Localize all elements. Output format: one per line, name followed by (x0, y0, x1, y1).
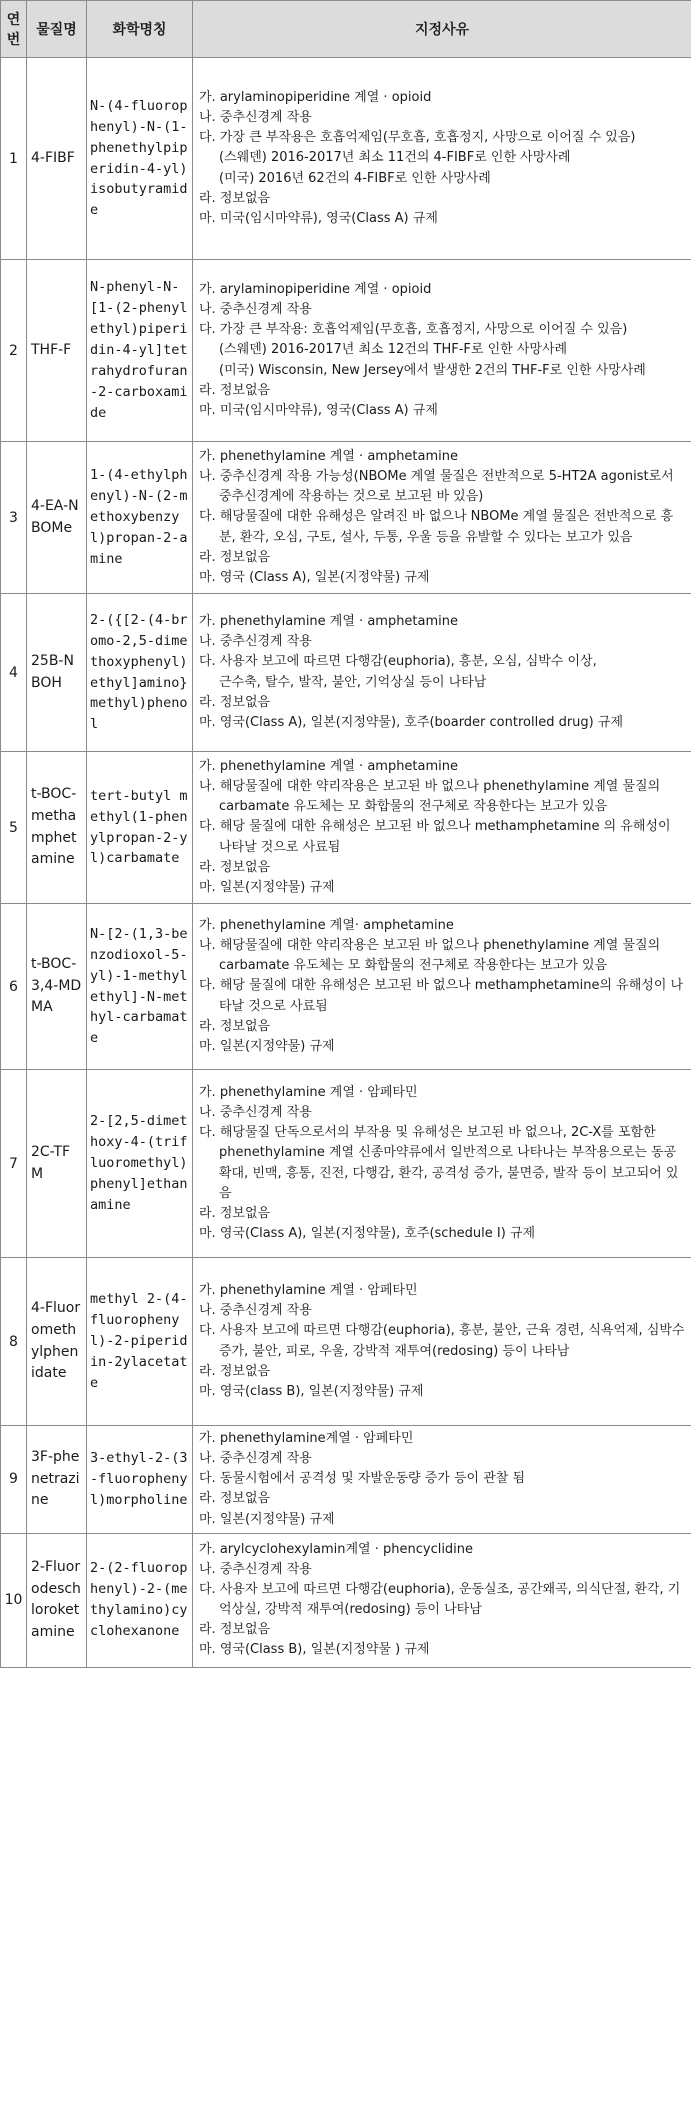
header-name: 물질명 (27, 1, 87, 58)
table-row (1, 1426, 691, 1534)
reason-line: 다. 사용자 보고에 따르면 다행감(euphoria), 흥분, 불안, 근육 경련, 식욕억제, 심박수 증가, 불안, 피로, 우울, 강박적 재투여(redosing) 등이 나타남 (199, 1323, 685, 1359)
reason-line: 나. 중추신경계 작용 (199, 634, 312, 650)
reason-line: 마. 영국(class B), 일본(지정약물) 규제 (199, 1383, 424, 1399)
designation-reason (193, 1258, 691, 1426)
reason-line: 마. 영국(Class A), 일본(지정약물), 호주(boarder controlled drug) 규제 (199, 714, 623, 730)
chemical-name: 2-(2-fluorophenyl)-2-(methylamino)cyclohexanone (87, 1533, 193, 1667)
reason-line: 마. 영국(Class B), 일본(지정약물 ) 규제 (199, 1642, 430, 1658)
chemical-name: N-(4-fluorophenyl)-N-(1-phenethylpiperidin-4-yl)isobutyramide (87, 58, 193, 260)
row-number: 8 (1, 1258, 27, 1426)
reason-line: 라. 정보없음 (199, 1491, 271, 1507)
reason-line: 다. 사용자 보고에 따르면 다행감(euphoria), 운동실조, 공간왜곡, 의식단절, 환각, 기억상실, 강박적 재투여(redosing) 등이 나타남 (199, 1582, 681, 1618)
reason-line: 마. 영국 (Class A), 일본(지정약물) 규제 (199, 569, 430, 585)
reason-line: 라. 정보없음 (199, 1363, 271, 1379)
row-number: 6 (1, 904, 27, 1070)
chemical-name: 3-ethyl-2-(3-fluorophenyl)morpholine (87, 1426, 193, 1534)
reason-line: 나. 해당물질에 대한 약리작용은 보고된 바 없으나 phenethylamine 계열 물질의 carbamate 유도체는 모 화합물의 전구체로 작용한다는 보고가 있음 (199, 938, 661, 974)
table-row (1, 1070, 691, 1258)
reason-line: 나. 중추신경계 작용 가능성(NBOMe 계열 물질은 전반적으로 5-HT2A agonist로서 중추신경계에 작용하는 것으로 보고된 바 있음) (199, 469, 674, 505)
chemical-name: 2-[2,5-dimethoxy-4-(trifluoromethyl)phenyl]ethanamine (87, 1070, 193, 1258)
reason-line: 가. phenethylamine 계열 · amphetamine (199, 614, 459, 630)
reason-line: 나. 중추신경계 작용 (199, 1451, 312, 1467)
reason-line: 가. phenethylamine 계열 · amphetamine (199, 449, 459, 464)
reason-line: 라. 정보없음 (199, 382, 271, 398)
substance-name: t-BOC-3,4-MDMA (27, 904, 87, 1070)
chemical-name: N-[2-(1,3-benzodioxol-5-yl)-1-methylethyl]-N-methyl-carbamate (87, 904, 193, 1070)
substance-name: THF-F (27, 260, 87, 442)
row-number: 9 (1, 1426, 27, 1534)
reason-line: 나. 중추신경계 작용 (199, 1105, 312, 1121)
reason-line: 가. phenethylamine계열 · 암페타민 (199, 1431, 414, 1446)
reason-line: 마. 미국(임시마약류), 영국(Class A) 규제 (199, 402, 438, 418)
row-number: 4 (1, 594, 27, 752)
header-no: 연번 (1, 1, 27, 58)
reason-line: 가. arylcyclohexylamin계열 · phencyclidine (199, 1541, 474, 1557)
reason-line: 다. 해당물질 단독으로서의 부작용 및 유해성은 보고된 바 없으나, 2C-X를 포함한 phenethylamine 계열 신종마약류에서 일반적으로 나타나는 부작용으로는 동공확대, 빈맥, 흥통, 진전, 다행감, 환각, 공격성 증가, 불면증, 발작 등이 보고되어 있음 (199, 1125, 679, 1201)
reason-line: (미국) Wisconsin, New Jersey에서 발생한 2건의 THF-F로 인한 사망사례 (219, 362, 646, 378)
designation-reason (193, 58, 691, 260)
reason-line: (미국) 2016년 62건의 4-FIBF로 인한 사망사례 (219, 170, 491, 186)
reason-line: 가. arylaminopiperidine 계열 · opioid (199, 282, 432, 297)
reason-line: 가. phenethylamine 계열· amphetamine (199, 918, 454, 933)
reason-line: 라. 정보없음 (199, 1622, 271, 1638)
row-number: 2 (1, 260, 27, 442)
substance-name: 4-Fluoromethylphenidate (27, 1258, 87, 1426)
chemical-name: methyl 2-(4-fluorophenyl)-2-piperidin-2ylacetate (87, 1258, 193, 1426)
reason-line: 라. 정보없음 (199, 694, 271, 710)
table-row (1, 1533, 691, 1667)
reason-line: 라. 정보없음 (199, 549, 271, 565)
header-reason: 지정사유 (193, 1, 691, 58)
chemical-name: N-phenyl-N-[1-(2-phenylethyl)piperidin-4-yl]tetrahydrofuran-2-carboxamide (87, 260, 193, 442)
substance-name: 4-FIBF (27, 58, 87, 260)
reason-line: 마. 일본(지정약물) 규제 (199, 879, 335, 895)
reason-line: 라. 정보없음 (199, 190, 271, 206)
reason-line: 근수축, 탈수, 발작, 불안, 기억상실 등이 나타남 (219, 674, 487, 690)
reason-line: 가. phenethylamine 계열 · amphetamine (199, 759, 459, 774)
designation-reason (193, 260, 691, 442)
substance-name: 4-EA-NBOMe (27, 442, 87, 594)
substance-name: t-BOC-methamphetamine (27, 752, 87, 904)
substance-name: 3F-phenetrazine (27, 1426, 87, 1534)
reason-line: 다. 사용자 보고에 따르면 다행감(euphoria), 흥분, 오심, 심박수 이상, (199, 654, 597, 670)
designation-reason (193, 904, 691, 1070)
reason-line: 다. 동물시험에서 공격성 및 자발운동량 증가 등이 관찰 됨 (199, 1471, 526, 1487)
table-row (1, 752, 691, 904)
reason-line: 다. 해당물질에 대한 유해성은 알려진 바 없으나 NBOMe 계열 물질은 전반적으로 흥분, 환각, 오심, 구토, 설사, 두통, 우울 등을 유발할 수 있다는 보고가 있음 (199, 509, 674, 545)
reason-line: 마. 일본(지정약물) 규제 (199, 1511, 335, 1527)
table-row (1, 442, 691, 594)
chemical-name: tert-butyl methyl(1-phenylpropan-2-yl)carbamate (87, 752, 193, 904)
table-row (1, 260, 691, 442)
designation-reason (193, 1533, 691, 1667)
reason-line: 나. 중추신경계 작용 (199, 110, 312, 126)
reason-line: 나. 해당물질에 대한 약리작용은 보고된 바 없으나 phenethylamine 계열 물질의 carbamate 유도체는 모 화합물의 전구체로 작용한다는 보고가 있음 (199, 779, 661, 815)
reason-line: 나. 중추신경계 작용 (199, 1303, 312, 1319)
table-row (1, 904, 691, 1070)
reason-line: 다. 해당 물질에 대한 유해성은 보고된 바 없으나 methamphetamine의 유해성이 나타날 것으로 사료됨 (199, 978, 684, 1014)
chemical-name: 2-({[2-(4-bromo-2,5-dimethoxyphenyl)ethyl]amino}methyl)phenol (87, 594, 193, 752)
header-row (1, 1, 691, 58)
reason-line: 라. 정보없음 (199, 1205, 271, 1221)
reason-line: (스웨덴) 2016-2017년 최소 12건의 THF-F로 인한 사망사례 (219, 342, 568, 358)
designation-reason (193, 442, 691, 594)
reason-line: (스웨덴) 2016-2017년 최소 11건의 4-FIBF로 인한 사망사례 (219, 150, 571, 166)
reason-line: 라. 정보없음 (199, 859, 271, 875)
chemical-name: 1-(4-ethylphenyl)-N-(2-methoxybenzyl)propan-2-amine (87, 442, 193, 594)
reason-line: 마. 일본(지정약물) 규제 (199, 1038, 335, 1054)
designation-reason (193, 1426, 691, 1534)
table-row (1, 58, 691, 260)
header-chem: 화학명칭 (87, 1, 193, 58)
designation-reason (193, 752, 691, 904)
reason-line: 가. phenethylamine 계열 · 암페타민 (199, 1084, 418, 1100)
substance-name: 2-Fluorodeschloroketamine (27, 1533, 87, 1667)
reason-line: 다. 가장 큰 부작용은 호흡억제임(무호흡, 호흡정지, 사망으로 이어질 수 있음) (199, 130, 636, 146)
table-row (1, 1258, 691, 1426)
reason-line: 마. 영국(Class A), 일본(지정약물), 호주(schedule I) 규제 (199, 1225, 536, 1241)
row-number: 3 (1, 442, 27, 594)
row-number: 5 (1, 752, 27, 904)
row-number: 7 (1, 1070, 27, 1258)
reason-line: 나. 중추신경계 작용 (199, 1561, 312, 1577)
reason-line: 다. 가장 큰 부작용: 호흡억제임(무호흡, 호흡정지, 사망으로 이어질 수 있음) (199, 322, 628, 338)
designation-reason (193, 1070, 691, 1258)
reason-line: 가. arylaminopiperidine 계열 · opioid (199, 90, 432, 105)
designation-reason (193, 594, 691, 752)
row-number: 10 (1, 1533, 27, 1667)
row-number: 1 (1, 58, 27, 260)
reason-line: 라. 정보없음 (199, 1018, 271, 1034)
table-row (1, 594, 691, 752)
reason-line: 가. phenethylamine 계열 · 암페타민 (199, 1283, 418, 1299)
substance-name: 25B-NBOH (27, 594, 87, 752)
reason-line: 나. 중추신경계 작용 (199, 302, 312, 318)
reason-line: 마. 미국(임시마약류), 영국(Class A) 규제 (199, 210, 438, 226)
reason-line: 다. 해당 물질에 대한 유해성은 보고된 바 없으나 methamphetamine 의 유해성이 나타날 것으로 사료됨 (199, 819, 671, 855)
substance-name: 2C-TFM (27, 1070, 87, 1258)
